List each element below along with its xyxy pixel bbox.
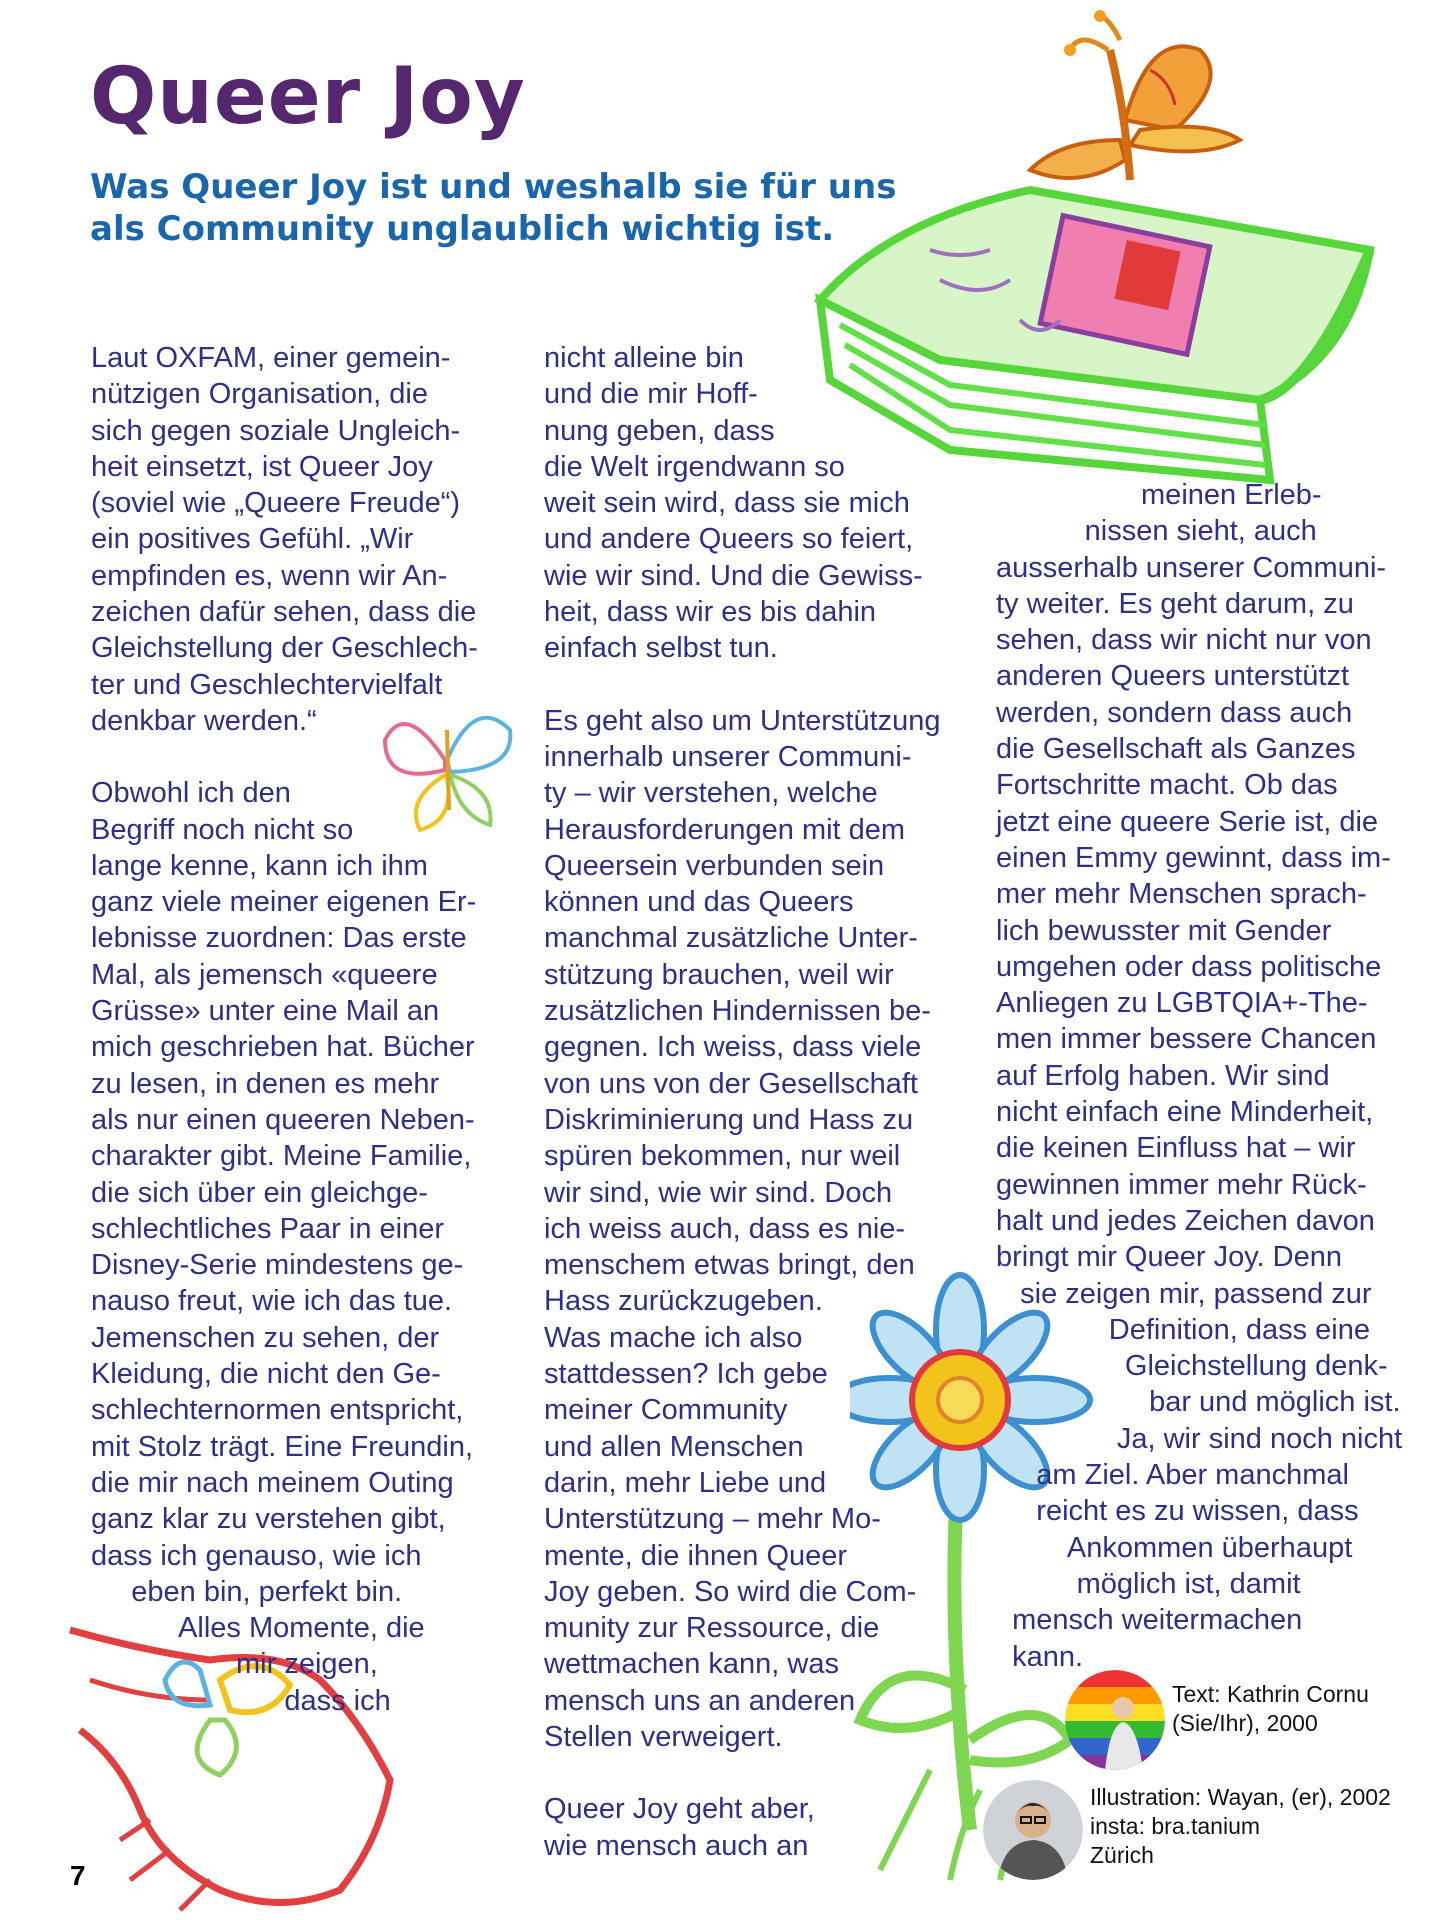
body-line: spüren bekommen, nur weil (544, 1140, 901, 1173)
body-line: heit einsetzt, ist Queer Joy (91, 450, 433, 483)
body-line: Fortschritte macht. Ob das (996, 769, 1338, 802)
body-line: manchmal zusätzliche Unter- (544, 922, 918, 955)
body-line: mit Stolz trägt. Eine Freundin, (91, 1430, 473, 1463)
body-line: men immer bessere Chancen (996, 1023, 1377, 1056)
body-line: Queer Joy geht aber, (544, 1793, 815, 1826)
body-line: gegnen. Ich weiss, dass viele (544, 1031, 922, 1064)
body-line: Diskriminierung und Hass zu (544, 1103, 914, 1136)
body-line: nicht alleine bin (544, 342, 744, 374)
body-line: die Welt irgendwann so (544, 450, 845, 483)
body-line: mich geschrieben hat. Bücher (91, 1031, 475, 1064)
body-line: einen Emmy gewinnt, dass im- (996, 841, 1391, 874)
text-credit (1172, 1680, 1369, 1738)
body-line: kann. (996, 1640, 1084, 1673)
body-line: am Ziel. Aber manchmal (996, 1459, 1349, 1492)
body-line: zusätzlichen Hindernissen be- (544, 995, 931, 1028)
body-line: munity zur Ressource, die (544, 1612, 880, 1645)
body-line: nauso freut, wie ich das tue. (91, 1285, 453, 1318)
page-title: Queer Joy (90, 52, 526, 142)
body-line: eben bin, perfekt bin. (91, 1575, 403, 1608)
credit-line: Zürich (1090, 1842, 1154, 1868)
body-line: Laut OXFAM, einer gemein- (91, 342, 451, 374)
body-line: innerhalb unserer Communi- (544, 740, 912, 773)
body-line: Anliegen zu LGBTQIA+-The- (996, 987, 1368, 1020)
body-line: Kleidung, die nicht den Ge- (91, 1358, 441, 1391)
subtitle-line: als Community unglaublich wichtig ist. (90, 209, 835, 249)
body-line: meinen Erleb- (996, 479, 1322, 511)
body-line: nicht einfach eine Minderheit, (996, 1096, 1374, 1129)
body-line: stützung brauchen, weil wir (544, 958, 894, 991)
body-line: Mal, als jemensch «queere (91, 958, 438, 991)
body-line: (soviel wie „Queere Freude“) (91, 487, 461, 520)
body-line: die sich über ein gleichge- (91, 1176, 428, 1209)
body-line: Queersein verbunden sein (544, 849, 885, 882)
body-line: halt und jedes Zeichen davon (996, 1204, 1375, 1237)
body-line: sich gegen soziale Ungleich- (91, 414, 461, 447)
body-line: mir zeigen, (91, 1648, 378, 1681)
body-line: mensch weitermachen (996, 1604, 1303, 1637)
body-line: Ja, wir sind noch nicht (996, 1422, 1403, 1455)
body-line: Was mache ich also (544, 1321, 803, 1354)
body-line: Definition, dass eine (996, 1313, 1370, 1346)
illustrator-avatar (983, 1780, 1083, 1880)
body-line: wie wir sind. Und die Gewiss- (544, 559, 923, 592)
body-line: schlechternormen entspricht, (91, 1394, 464, 1427)
body-line: Grüsse» unter eine Mail an (91, 995, 440, 1028)
body-line: ein positives Gefühl. „Wir (91, 523, 414, 556)
body-line: Alles Momente, die (91, 1612, 425, 1645)
body-line: lebnisse zuordnen: Das erste (91, 922, 467, 955)
body-line: können und das Queers (544, 886, 854, 919)
body-line: wir sind, wie wir sind. Doch (544, 1176, 893, 1209)
body-line: nung geben, dass (544, 414, 775, 447)
body-line: ty – wir verstehen, welche (544, 777, 878, 810)
body-line: wettmachen kann, was (544, 1648, 839, 1681)
body-line: bar und möglich ist. (996, 1386, 1401, 1419)
body-line: denkbar werden.“ (91, 704, 317, 737)
body-line: und allen Menschen (544, 1430, 804, 1463)
body-line: bringt mir Queer Joy. Denn (996, 1241, 1342, 1274)
body-line: Es geht also um Unterstützung (544, 704, 941, 737)
illustration-credit (1090, 1783, 1391, 1870)
body-line: ausserhalb unserer Communi- (996, 551, 1387, 584)
subtitle-line: Was Queer Joy ist und weshalb sie für uns (90, 167, 897, 207)
body-line: meiner Community (544, 1394, 788, 1427)
body-line: heit, dass wir es bis dahin (544, 596, 877, 629)
text-column-3 (996, 477, 1402, 1675)
body-line: dass ich genauso, wie ich (91, 1539, 422, 1572)
page-number: 7 (70, 1860, 86, 1891)
body-line: wie mensch auch an (544, 1829, 809, 1862)
body-line: ter und Geschlechtervielfalt (91, 668, 443, 701)
body-line: auf Erfolg haben. Wir sind (996, 1059, 1330, 1092)
body-line: und die mir Hoff- (544, 378, 758, 411)
body-line: jetzt eine queere Serie ist, die (996, 805, 1379, 838)
body-line: und andere Queers so feiert, (544, 523, 914, 556)
body-line: weit sein wird, dass sie mich (544, 487, 910, 520)
body-line: ty weiter. Es geht darum, zu (996, 587, 1354, 620)
body-line: Jemenschen zu sehen, der (91, 1321, 440, 1354)
body-line: schlechtliches Paar in einer (91, 1212, 445, 1245)
body-line: nützigen Organisation, die (91, 378, 428, 411)
body-line: stattdessen? Ich gebe (544, 1358, 828, 1391)
body-line: Obwohl ich den (91, 777, 291, 810)
body-line: als nur einen queeren Neben- (91, 1103, 475, 1136)
body-line: möglich ist, damit (996, 1567, 1301, 1600)
credit-line: Text: Kathrin Cornu (1172, 1681, 1369, 1707)
body-line: die keinen Einfluss hat – wir (996, 1132, 1356, 1165)
body-line: Begriff noch nicht so (91, 813, 354, 846)
body-line: mensch uns an anderen (544, 1684, 856, 1717)
body-line: charakter gibt. Meine Familie, (91, 1140, 472, 1173)
body-line: Gleichstellung der Geschlech- (91, 632, 478, 665)
body-line: anderen Queers unterstützt (996, 660, 1350, 693)
body-line: werden, sondern dass auch (996, 696, 1353, 729)
body-line: einfach selbst tun. (544, 632, 778, 665)
body-line: Unterstützung – mehr Mo- (544, 1503, 881, 1536)
body-line: Stellen verweigert. (544, 1720, 783, 1753)
body-line: Gleichstellung denk- (996, 1350, 1388, 1383)
body-line: darin, mehr Liebe und (544, 1466, 827, 1499)
credit-line: Illustration: Wayan, (er), 2002 (1090, 1784, 1391, 1810)
body-line: Ankommen überhaupt (996, 1531, 1353, 1564)
body-line: die Gesellschaft als Ganzes (996, 733, 1356, 766)
body-line: Hass zurückzugeben. (544, 1285, 823, 1318)
body-line: Joy geben. So wird die Com- (544, 1575, 917, 1608)
body-line: empfinden es, wenn wir An- (91, 559, 448, 592)
body-line: lich bewusster mit Gender (996, 914, 1332, 947)
body-line: gewinnen immer mehr Rück- (996, 1168, 1367, 1201)
text-column-2 (544, 340, 941, 1864)
text-column-1 (91, 340, 478, 1719)
body-line: sehen, dass wir nicht nur von (996, 624, 1372, 657)
body-line: menschem etwas bringt, den (544, 1249, 915, 1282)
body-line: dass ich (91, 1684, 391, 1717)
body-line: die mir nach meinem Outing (91, 1466, 454, 1499)
body-line: von uns von der Gesellschaft (544, 1067, 918, 1100)
body-line: zeichen dafür sehen, dass die (91, 596, 477, 629)
body-line: nissen sieht, auch (996, 515, 1317, 548)
body-line: mente, die ihnen Queer (544, 1539, 848, 1572)
body-line: zu lesen, in denen es mehr (91, 1067, 440, 1100)
body-line: ganz viele meiner eigenen Er- (91, 886, 477, 919)
credit-line: (Sie/Ihr), 2000 (1172, 1710, 1318, 1736)
body-line: ich weiss auch, dass es nie- (544, 1212, 906, 1245)
author-avatar (1065, 1670, 1165, 1770)
body-line: Disney-Serie mindestens ge- (91, 1249, 464, 1282)
body-line: mer mehr Menschen sprach- (996, 878, 1367, 911)
body-line: sie zeigen mir, passend zur (996, 1277, 1372, 1310)
body-line: umgehen oder dass politische (996, 950, 1382, 983)
body-line: ganz klar zu verstehen gibt, (91, 1503, 446, 1536)
body-line: lange kenne, kann ich ihm (91, 849, 428, 882)
body-line: Herausforderungen mit dem (544, 813, 906, 846)
credit-line: insta: bra.tanium (1090, 1813, 1261, 1839)
body-line: reicht es zu wissen, dass (996, 1495, 1359, 1528)
